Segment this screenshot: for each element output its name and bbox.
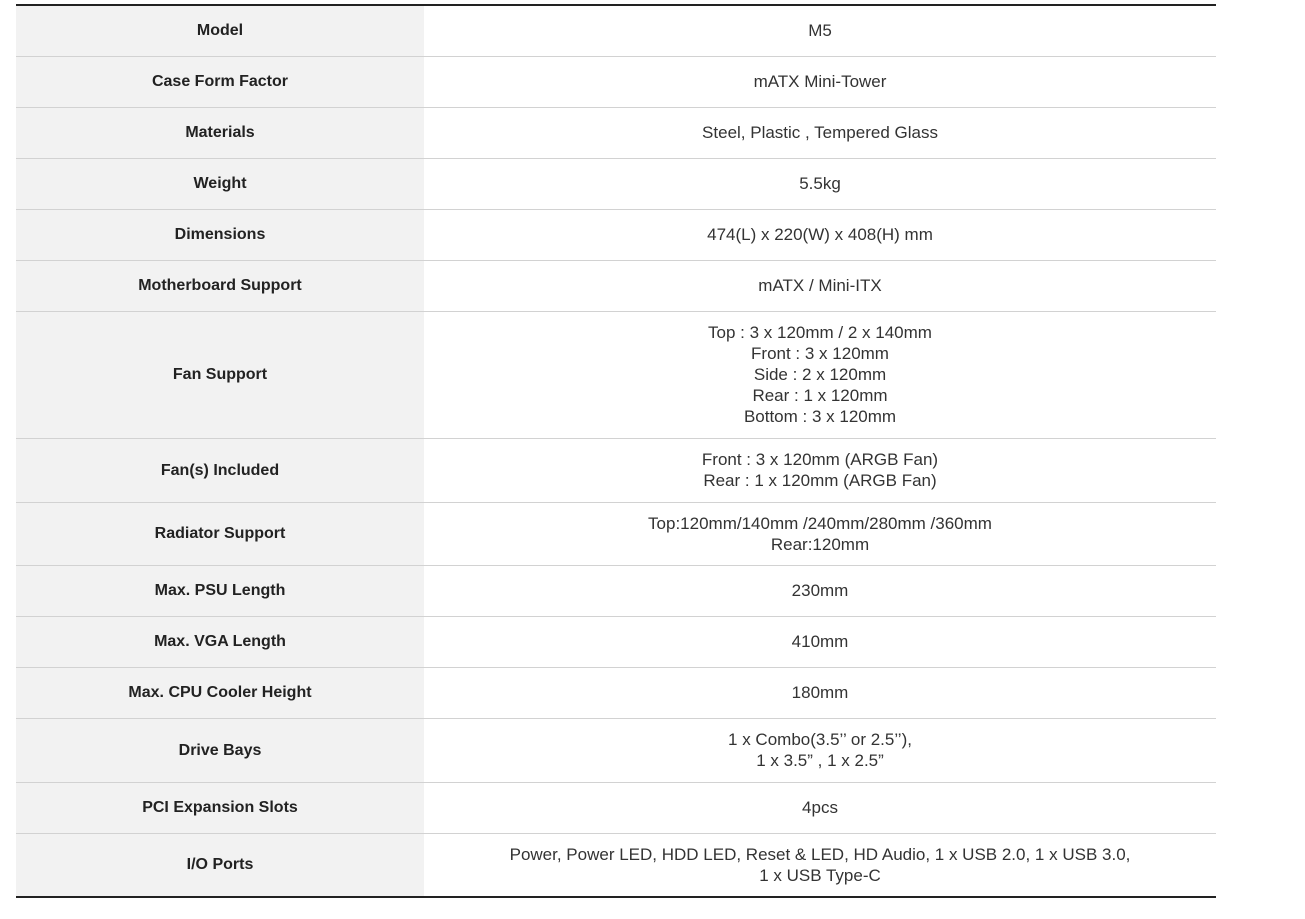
spec-value	[424, 107, 1216, 158]
spec-label: Case Form Factor	[16, 56, 424, 107]
spec-value-line: Bottom : 3 x 120mm	[743, 407, 897, 426]
spec-table	[16, 4, 1216, 898]
spec-row-io-ports	[16, 833, 1216, 897]
spec-label: Motherboard Support	[16, 260, 424, 311]
spec-value-line: Front : 3 x 120mm	[751, 344, 889, 363]
spec-row-materials	[16, 107, 1216, 158]
spec-row-fan-support	[16, 311, 1216, 438]
spec-label: Model	[16, 5, 424, 56]
spec-value	[424, 260, 1216, 311]
spec-value-line: Rear:120mm	[770, 534, 870, 554]
spec-row-pci-expansion-slots	[16, 782, 1216, 833]
spec-value-line: Power, Power LED, HDD LED, Reset & LED, HD Audio, 1 x USB 2.0, 1 x USB 3.0,	[509, 844, 1131, 864]
spec-value-line: 180mm	[791, 683, 849, 702]
spec-value	[424, 5, 1216, 56]
spec-label: I/O Ports	[16, 833, 424, 897]
spec-value	[424, 158, 1216, 209]
spec-label: PCI Expansion Slots	[16, 782, 424, 833]
spec-row-dimensions	[16, 209, 1216, 260]
spec-value-line: 410mm	[791, 632, 849, 651]
spec-value-line: mATX Mini-Tower	[753, 72, 887, 91]
spec-value-line: 1 x Combo(3.5’’ or 2.5’’),	[728, 730, 912, 749]
spec-value	[424, 782, 1216, 833]
spec-label: Fan Support	[16, 311, 424, 438]
spec-row-drive-bays	[16, 718, 1216, 782]
spec-value	[424, 565, 1216, 616]
spec-value-line: 5.5kg	[799, 174, 841, 193]
spec-row-max-cpu-cooler-height	[16, 667, 1216, 718]
spec-value	[424, 833, 1216, 897]
spec-row-motherboard-support	[16, 260, 1216, 311]
spec-value-line: 230mm	[791, 581, 849, 600]
spec-label: Radiator Support	[16, 502, 424, 565]
spec-value	[424, 667, 1216, 718]
spec-value	[424, 718, 1216, 782]
spec-label: Materials	[16, 107, 424, 158]
spec-value-line: Top : 3 x 120mm / 2 x 140mm	[708, 323, 932, 342]
spec-row-weight	[16, 158, 1216, 209]
spec-label: Max. VGA Length	[16, 616, 424, 667]
spec-label: Drive Bays	[16, 718, 424, 782]
spec-row-model	[16, 5, 1216, 56]
spec-value-line: Side : 2 x 120mm	[753, 365, 887, 384]
spec-row-max-vga-length	[16, 616, 1216, 667]
spec-value-line: 474(L) x 220(W) x 408(H) mm	[707, 225, 933, 244]
spec-value-line: 1 x USB Type-C	[759, 865, 881, 885]
spec-value	[424, 502, 1216, 565]
spec-value-line: mATX / Mini-ITX	[758, 276, 882, 295]
spec-value	[424, 616, 1216, 667]
spec-value-line: M5	[808, 21, 832, 41]
spec-label: Weight	[16, 158, 424, 209]
spec-row-case-form-factor	[16, 56, 1216, 107]
spec-label: Dimensions	[16, 209, 424, 260]
spec-row-fans-included	[16, 438, 1216, 502]
spec-value-line: Steel, Plastic , Tempered Glass	[702, 123, 938, 142]
spec-value-line: 1 x 3.5” , 1 x 2.5”	[756, 751, 884, 770]
spec-label: Max. CPU Cooler Height	[16, 667, 424, 718]
spec-row-max-psu-length	[16, 565, 1216, 616]
spec-value-line: Rear : 1 x 120mm (ARGB Fan)	[703, 471, 937, 490]
spec-table-body	[16, 5, 1216, 897]
spec-value-line: Front : 3 x 120mm (ARGB Fan)	[701, 450, 939, 469]
spec-value-line: 4pcs	[802, 798, 838, 817]
spec-value-line: Rear : 1 x 120mm	[752, 386, 888, 405]
spec-value	[424, 209, 1216, 260]
spec-label: Fan(s) Included	[16, 438, 424, 502]
spec-value	[424, 438, 1216, 502]
spec-value	[424, 311, 1216, 438]
spec-value-line: Top:120mm/140mm /240mm/280mm /360mm	[648, 513, 992, 533]
spec-value	[424, 56, 1216, 107]
spec-label: Max. PSU Length	[16, 565, 424, 616]
spec-row-radiator-support	[16, 502, 1216, 565]
